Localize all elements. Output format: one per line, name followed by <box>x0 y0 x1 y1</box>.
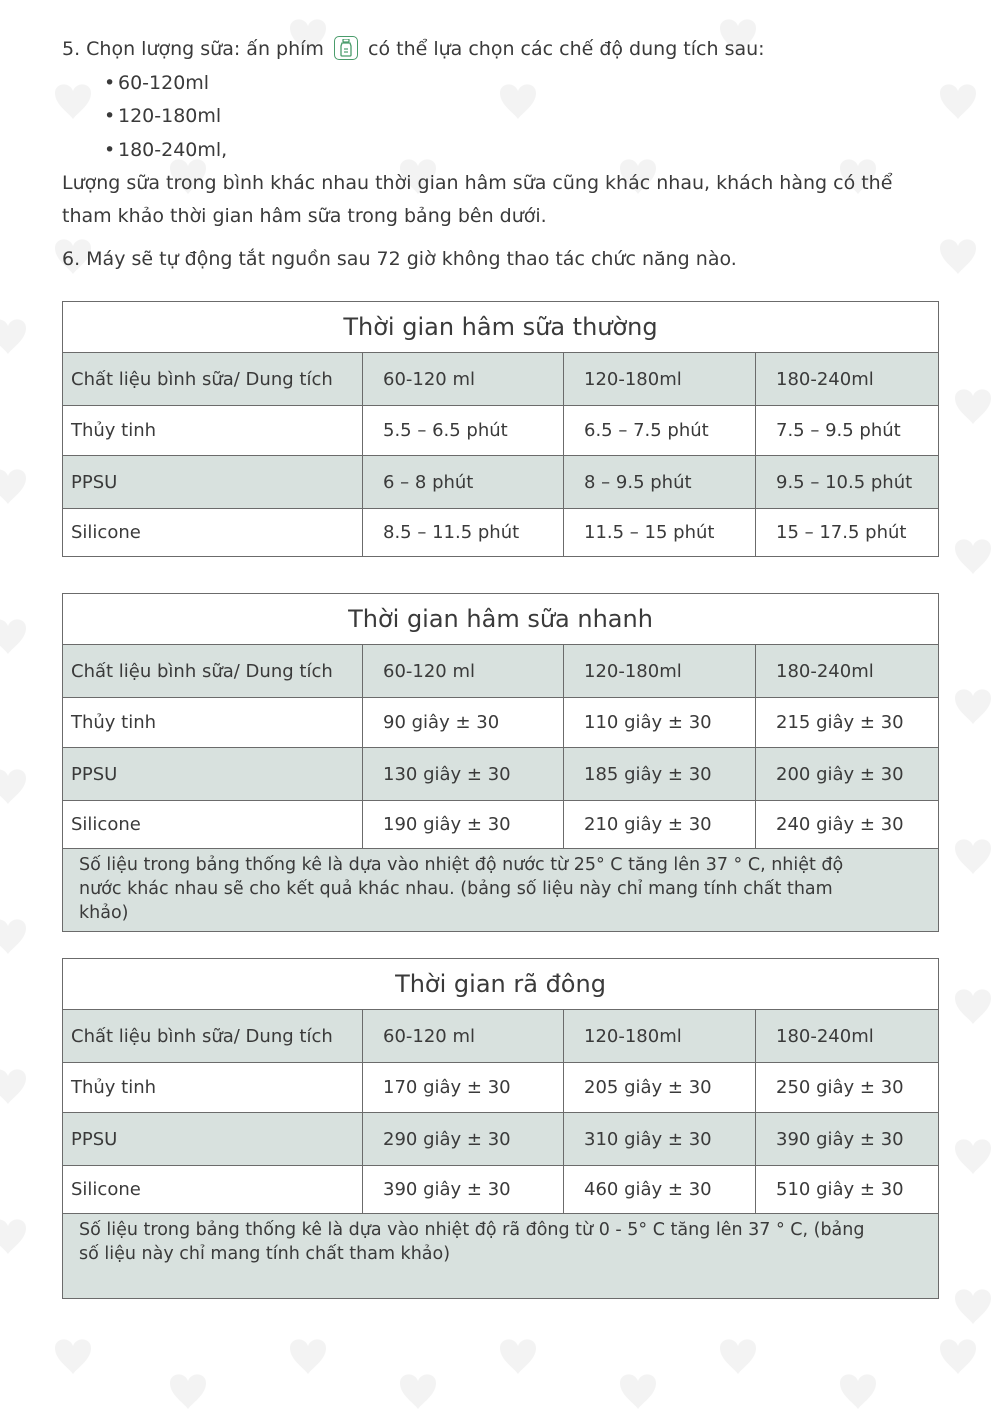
info-paragraph-line-1: Lượng sữa trong bình khác nhau thời gian hâm sữa cũng khác nhau, khách hàng có thể <box>62 172 893 194</box>
table-row <box>63 406 939 456</box>
step-5-prefix: 5. Chọn lượng sữa: ấn phím <box>62 38 324 60</box>
table-note-row <box>63 849 939 932</box>
table-header-row <box>63 1010 939 1063</box>
table-cell: 8.5 – 11.5 phút <box>363 509 564 557</box>
note-line: Số liệu trong bảng thống kê là dựa vào nhiệt độ nước từ 25° C tăng lên 37 ° C, nhiệt độ <box>79 855 844 875</box>
table-row <box>63 801 939 849</box>
table-cell: Thủy tinh <box>63 406 363 456</box>
volume-option-label: 60-120ml <box>118 72 210 94</box>
column-header: 180-240ml <box>756 645 939 698</box>
table-header-row <box>63 353 939 406</box>
table-cell: 200 giây ± 30 <box>756 748 939 801</box>
table-row <box>63 1063 939 1113</box>
table-cell: 11.5 – 15 phút <box>564 509 756 557</box>
table-cell: 110 giây ± 30 <box>564 698 756 748</box>
column-header: 120-180ml <box>564 645 756 698</box>
step-5-suffix: có thể lựa chọn các chế độ dung tích sau: <box>368 38 765 60</box>
step-5-line <box>62 36 765 62</box>
table-cell: 6.5 – 7.5 phút <box>564 406 756 456</box>
note-line: số liệu này chỉ mang tính chất tham khảo) <box>79 1244 451 1264</box>
column-header: Chất liệu bình sữa/ Dung tích <box>63 1010 363 1063</box>
table-cell: 190 giây ± 30 <box>363 801 564 849</box>
table-cell: PPSU <box>63 456 363 509</box>
table-header-row <box>63 645 939 698</box>
column-header: 60-120 ml <box>363 353 564 406</box>
table-cell: 205 giây ± 30 <box>564 1063 756 1113</box>
table-cell: Thủy tinh <box>63 1063 363 1113</box>
table-note <box>63 849 939 932</box>
table-cell: 210 giây ± 30 <box>564 801 756 849</box>
column-header: 60-120 ml <box>363 645 564 698</box>
table-cell: 240 giây ± 30 <box>756 801 939 849</box>
volume-option: • 60-120ml <box>104 72 210 94</box>
table-cell: 185 giây ± 30 <box>564 748 756 801</box>
table-cell: 130 giây ± 30 <box>363 748 564 801</box>
table-cell: 290 giây ± 30 <box>363 1113 564 1166</box>
step-6-line: 6. Máy sẽ tự động tắt nguồn sau 72 giờ không thao tác chức năng nào. <box>62 248 737 270</box>
table-cell: Silicone <box>63 801 363 849</box>
volume-option-label: 180-240ml, <box>118 139 228 161</box>
volume-option: • 180-240ml, <box>104 139 228 161</box>
table-cell: 460 giây ± 30 <box>564 1166 756 1214</box>
table-cell: 7.5 – 9.5 phút <box>756 406 939 456</box>
table-cell: Silicone <box>63 509 363 557</box>
table-row <box>63 456 939 509</box>
table-cell: 170 giây ± 30 <box>363 1063 564 1113</box>
note-line: nước khác nhau sẽ cho kết quả khác nhau. (bảng số liệu này chỉ mang tính chất tham <box>79 879 833 899</box>
table-cell: Silicone <box>63 1166 363 1214</box>
table-cell: 510 giây ± 30 <box>756 1166 939 1214</box>
table-cell: 90 giây ± 30 <box>363 698 564 748</box>
note-line: khảo) <box>79 903 129 923</box>
bottle-icon <box>334 36 358 60</box>
table-row <box>63 748 939 801</box>
column-header: 180-240ml <box>756 353 939 406</box>
note-line: Số liệu trong bảng thống kê là dựa vào nhiệt độ rã đông từ 0 - 5° C tăng lên 37 ° C, (bảng <box>79 1220 865 1240</box>
table-cell: 6 – 8 phút <box>363 456 564 509</box>
table-cell: Thủy tinh <box>63 698 363 748</box>
fast-warming-table <box>62 593 939 932</box>
table-cell: PPSU <box>63 1113 363 1166</box>
info-paragraph-line-2: tham khảo thời gian hâm sữa trong bảng bên dưới. <box>62 205 547 227</box>
table-cell: 5.5 – 6.5 phút <box>363 406 564 456</box>
column-header: 120-180ml <box>564 1010 756 1063</box>
table-note-row <box>63 1214 939 1299</box>
table-row <box>63 698 939 748</box>
defrost-table <box>62 958 939 1299</box>
table-title: Thời gian hâm sữa thường <box>63 302 939 353</box>
table-cell: 9.5 – 10.5 phút <box>756 456 939 509</box>
table-cell: 310 giây ± 30 <box>564 1113 756 1166</box>
column-header: 120-180ml <box>564 353 756 406</box>
column-header: Chất liệu bình sữa/ Dung tích <box>63 645 363 698</box>
table-row <box>63 1113 939 1166</box>
table-cell: PPSU <box>63 748 363 801</box>
table-cell: 15 – 17.5 phút <box>756 509 939 557</box>
table-cell: 215 giây ± 30 <box>756 698 939 748</box>
table-note <box>63 1214 939 1299</box>
table-row <box>63 509 939 557</box>
table-cell: 390 giây ± 30 <box>756 1113 939 1166</box>
table-cell: 250 giây ± 30 <box>756 1063 939 1113</box>
volume-option-label: 120-180ml <box>118 105 222 127</box>
volume-option: • 120-180ml <box>104 105 222 127</box>
column-header: Chất liệu bình sữa/ Dung tích <box>63 353 363 406</box>
column-header: 60-120 ml <box>363 1010 564 1063</box>
table-title: Thời gian hâm sữa nhanh <box>63 594 939 645</box>
table-row <box>63 1166 939 1214</box>
table-title: Thời gian rã đông <box>63 959 939 1010</box>
table-cell: 8 – 9.5 phút <box>564 456 756 509</box>
column-header: 180-240ml <box>756 1010 939 1063</box>
table-cell: 390 giây ± 30 <box>363 1166 564 1214</box>
normal-warming-table <box>62 301 939 557</box>
